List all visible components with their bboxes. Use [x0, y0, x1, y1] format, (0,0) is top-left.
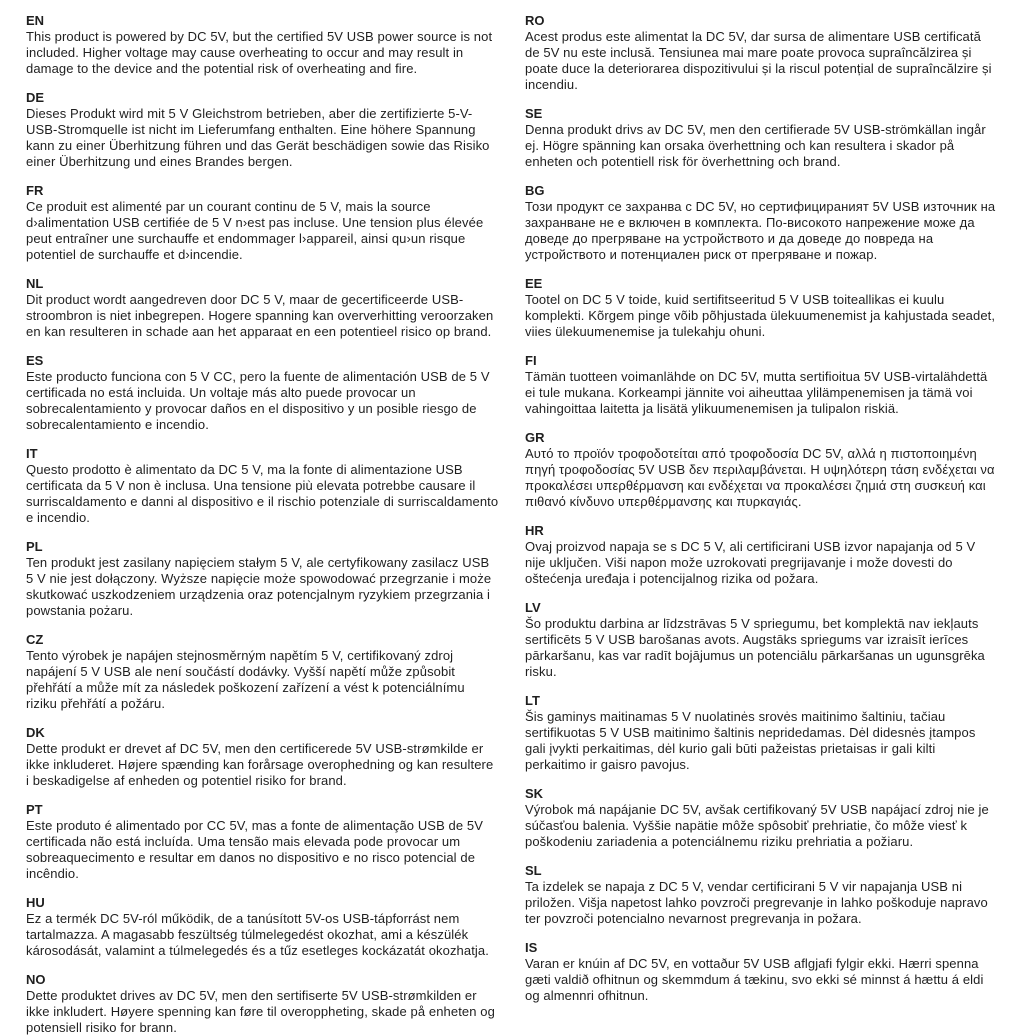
- language-section-bg: [525, 183, 998, 263]
- language-section-en: [26, 13, 499, 77]
- section-text: Този продукт се захранва с DC 5V, но сертифицираният 5V USB източник на захранване не е включен в комплекта. По-високото напрежение може да доведе до прегряване на устройството и да доведе до повреда на устройството и потенциален риск от прегряване и пожар.: [525, 199, 996, 262]
- language-code: PL: [26, 539, 43, 554]
- language-section-ee: [525, 276, 998, 340]
- section-text: Šis gaminys maitinamas 5 V nuolatinės srovės maitinimo šaltiniu, tačiau sertifikuotas 5 V USB maitinimo šaltinis nepridedamas. Dėl didesnės įtampos gali įvykti perkaitimas, dėl kurio gali būti pažeistas prietaisas ir gali kilti perkaitimo ir gaisro pavojus.: [525, 709, 976, 772]
- language-section-se: [525, 106, 998, 170]
- language-code: SK: [525, 786, 544, 801]
- language-code: SE: [525, 106, 543, 121]
- language-section-fi: [525, 353, 998, 417]
- section-text: Este produto é alimentado por CC 5V, mas a fonte de alimentação USB de 5V certificada não está incluída. Uma tensão mais elevada pode provocar um sobreaquecimento e resultar em danos no dispositivo e no risco potencial de incêndio.: [26, 818, 484, 881]
- section-text: Tento výrobek je napájen stejnosměrným napětím 5 V, certifikovaný zdroj napájení 5 V USB ale není součástí dodávky. Vyšší napětí může způsobit přehřátí a může mít za následek poškození zařízení a vést k potenciálnímu riziku přehřátí a požáru.: [26, 648, 465, 711]
- language-section-no: [26, 972, 499, 1036]
- language-code: IT: [26, 446, 38, 461]
- language-code: NL: [26, 276, 44, 291]
- language-section-hu: [26, 895, 499, 959]
- language-section-dk: [26, 725, 499, 789]
- section-text: Ovaj proizvod napaja se s DC 5 V, ali certificirani USB izvor napajanja od 5 V nije uključen. Viši napon može uzrokovati pregrijavanje i može dovesti do oštećenja uređaja i potencijalnog rizika od požara.: [525, 539, 976, 586]
- right-column: [525, 13, 998, 1014]
- section-text: Ce produit est alimenté par un courant continu de 5 V, mais la source d›alimentation USB certifiée de 5 V n›est pas incluse. Une tension plus élevée peut entraîner une surchauffe et endommager l›appareil, ainsi qu›un risque potentiel de surchauffe et d›incendie.: [26, 199, 484, 262]
- language-code: BG: [525, 183, 545, 198]
- language-code: DE: [26, 90, 45, 105]
- language-code: HR: [525, 523, 544, 538]
- section-text: Αυτό το προϊόν τροφοδοτείται από τροφοδοσία DC 5V, αλλά η πιστοποιημένη πηγή τροφοδοσίας 5V USB δεν περιλαμβάνεται. Η υψηλότερη τάση ενδέχεται να προκαλέσει υπερθέρμανση και ενδέχεται να προκαλέσει ζημιά στη συσκευή και πιθανό κίνδυνο υπερθέρμανσης και πυρκαγιάς.: [525, 446, 995, 509]
- section-text: Ez a termék DC 5V-ról működik, de a tanúsított 5V-os USB-tápforrást nem tartalmazza. A magasabb feszültség túlmelegedést okozhat, ami a készülék károsodását, valamint a túlmelegedés és a tűz esetleges kockázatát okozhatja.: [26, 911, 489, 958]
- language-code: RO: [525, 13, 545, 28]
- language-code: ES: [26, 353, 44, 368]
- language-code: GR: [525, 430, 545, 445]
- language-section-lt: [525, 693, 998, 773]
- section-text: Tämän tuotteen voimanlähde on DC 5V, mutta sertifioitua 5V USB-virtalähdettä ei tule mukana. Korkeampi jännite voi aiheuttaa ylilämpenemisen ja tämä voi vahingoittaa laitetta ja lisätä ylikuumenemisen ja tulipalon riskiä.: [525, 369, 988, 416]
- language-section-pl: [26, 539, 499, 619]
- language-section-fr: [26, 183, 499, 263]
- language-section-de: [26, 90, 499, 170]
- section-text: Denna produkt drivs av DC 5V, men den certifierade 5V USB-strömkällan ingår ej. Högre spänning kan orsaka överhettning och kan resultera i skador på enheten och potentiell risk för överhettning och brand.: [525, 122, 986, 169]
- language-section-gr: [525, 430, 998, 510]
- language-section-sk: [525, 786, 998, 850]
- language-code: FR: [26, 183, 44, 198]
- language-code: DK: [26, 725, 45, 740]
- section-text: Acest produs este alimentat la DC 5V, dar sursa de alimentare USB certificată de 5V nu este inclusă. Tensiunea mai mare poate provoca supraîncălzirea și poate duce la deteriorarea dispozitivului și la riscul potențial de supraîncălzire și incendiu.: [525, 29, 992, 92]
- language-section-es: [26, 353, 499, 433]
- language-section-lv: [525, 600, 998, 680]
- language-code: EE: [525, 276, 543, 291]
- language-section-sl: [525, 863, 998, 927]
- section-text: Ten produkt jest zasilany napięciem stałym 5 V, ale certyfikowany zasilacz USB 5 V nie jest dołączony. Wyższe napięcie może spowodować przegrzanie i może skutkować uszkodzeniem urządzenia oraz potencjalnym ryzykiem przegrzania i powstania pożaru.: [26, 555, 492, 618]
- language-section-hr: [525, 523, 998, 587]
- section-text: Ta izdelek se napaja z DC 5 V, vendar certificirani 5 V vir napajanja USB ni priložen. Višja napetost lahko povzroči pregrevanje in lahko poškoduje napravo ter povzroči potencialno nevarnost pregrevanja in požara.: [525, 879, 988, 926]
- language-code: PT: [26, 802, 43, 817]
- left-column: [26, 13, 499, 1035]
- section-text: Šo produktu darbina ar līdzstrāvas 5 V spriegumu, bet komplektā nav iekļauts sertificēts 5 V USB barošanas avots. Augstāks spriegums var izraisīt ierīces pārkaršanu, kas var radīt bojājumus un potenciālu pārkaršanas un ugunsgrēka risku.: [525, 616, 985, 679]
- section-text: Este producto funciona con 5 V CC, pero la fuente de alimentación USB de 5 V certificada no está incluida. Un voltaje más alto puede provocar un sobrecalentamiento y provocar daños en el dispositivo y un posible riesgo de sobrecalentamiento e incendio.: [26, 369, 490, 432]
- language-code: NO: [26, 972, 46, 987]
- section-text: This product is powered by DC 5V, but the certified 5V USB power source is not included. Higher voltage may cause overheating to occur and may result in damage to the device and the potential risk of overheating and fire.: [26, 29, 493, 76]
- section-text: Dit product wordt aangedreven door DC 5 V, maar de gecertificeerde USB-stroombron is niet inbegrepen. Hogere spanning kan oververhitting veroorzaken en kan resulteren in schade aan het apparaat en een potentieel risico op brand.: [26, 292, 494, 339]
- language-section-is: [525, 940, 998, 1004]
- language-code: FI: [525, 353, 537, 368]
- section-text: Výrobok má napájanie DC 5V, avšak certifikovaný 5V USB napájací zdroj nie je súčasťou balenia. Vyššie napätie môže spôsobiť prehriatie, čo môže viesť k poškodeniu zariadenia a potenciálnemu riziku prehriatia a požiaru.: [525, 802, 989, 849]
- language-code: IS: [525, 940, 538, 955]
- language-section-pt: [26, 802, 499, 882]
- section-text: Tootel on DC 5 V toide, kuid sertifitseeritud 5 V USB toiteallikas ei kuulu komplekti. Kõrgem pinge võib põhjustada ülekuumenemist ja kahjustada seadet, viies ülekuumenemise ja tulekahju ohuni.: [525, 292, 996, 339]
- language-section-it: [26, 446, 499, 526]
- section-text: Varan er knúin af DC 5V, en vottaður 5V USB aflgjafi fylgir ekki. Hærri spenna gæti valdið ofhitnun og skemmdum á tækinu, svo ekki sé minnst á hættu á eldi og almennri ofhitnun.: [525, 956, 984, 1003]
- language-code: LV: [525, 600, 541, 615]
- language-code: EN: [26, 13, 45, 28]
- language-code: LT: [525, 693, 540, 708]
- language-code: CZ: [26, 632, 44, 647]
- language-code: SL: [525, 863, 542, 878]
- language-code: HU: [26, 895, 45, 910]
- language-section-nl: [26, 276, 499, 340]
- section-text: Dieses Produkt wird mit 5 V Gleichstrom betrieben, aber die zertifizierte 5-V-USB-Stromquelle ist nicht im Lieferumfang enthalten. Eine höhere Spannung kann zu einer Überhitzung führen und das Gerät beschädigen sowie das Risiko einer Überhitzung und eines Brandes bergen.: [26, 106, 490, 169]
- section-text: Questo prodotto è alimentato da DC 5 V, ma la fonte di alimentazione USB certificata da 5 V non è inclusa. Una tensione più elevata potrebbe causare il surriscaldamento e danni al dispositivo e il rischio potenziale di surriscaldamento e incendio.: [26, 462, 499, 525]
- language-section-ro: [525, 13, 998, 93]
- section-text: Dette produktet drives av DC 5V, men den sertifiserte 5V USB-strømkilden er ikke inkludert. Høyere spenning kan føre til overoppheting, skade på enheten og potensiell risiko for brann.: [26, 988, 495, 1035]
- language-section-cz: [26, 632, 499, 712]
- section-text: Dette produkt er drevet af DC 5V, men den certificerede 5V USB-strømkilde er ikke inkluderet. Højere spænding kan forårsage overophedning og kan resultere i beskadigelse af enheden og potentiel risiko for brand.: [26, 741, 494, 788]
